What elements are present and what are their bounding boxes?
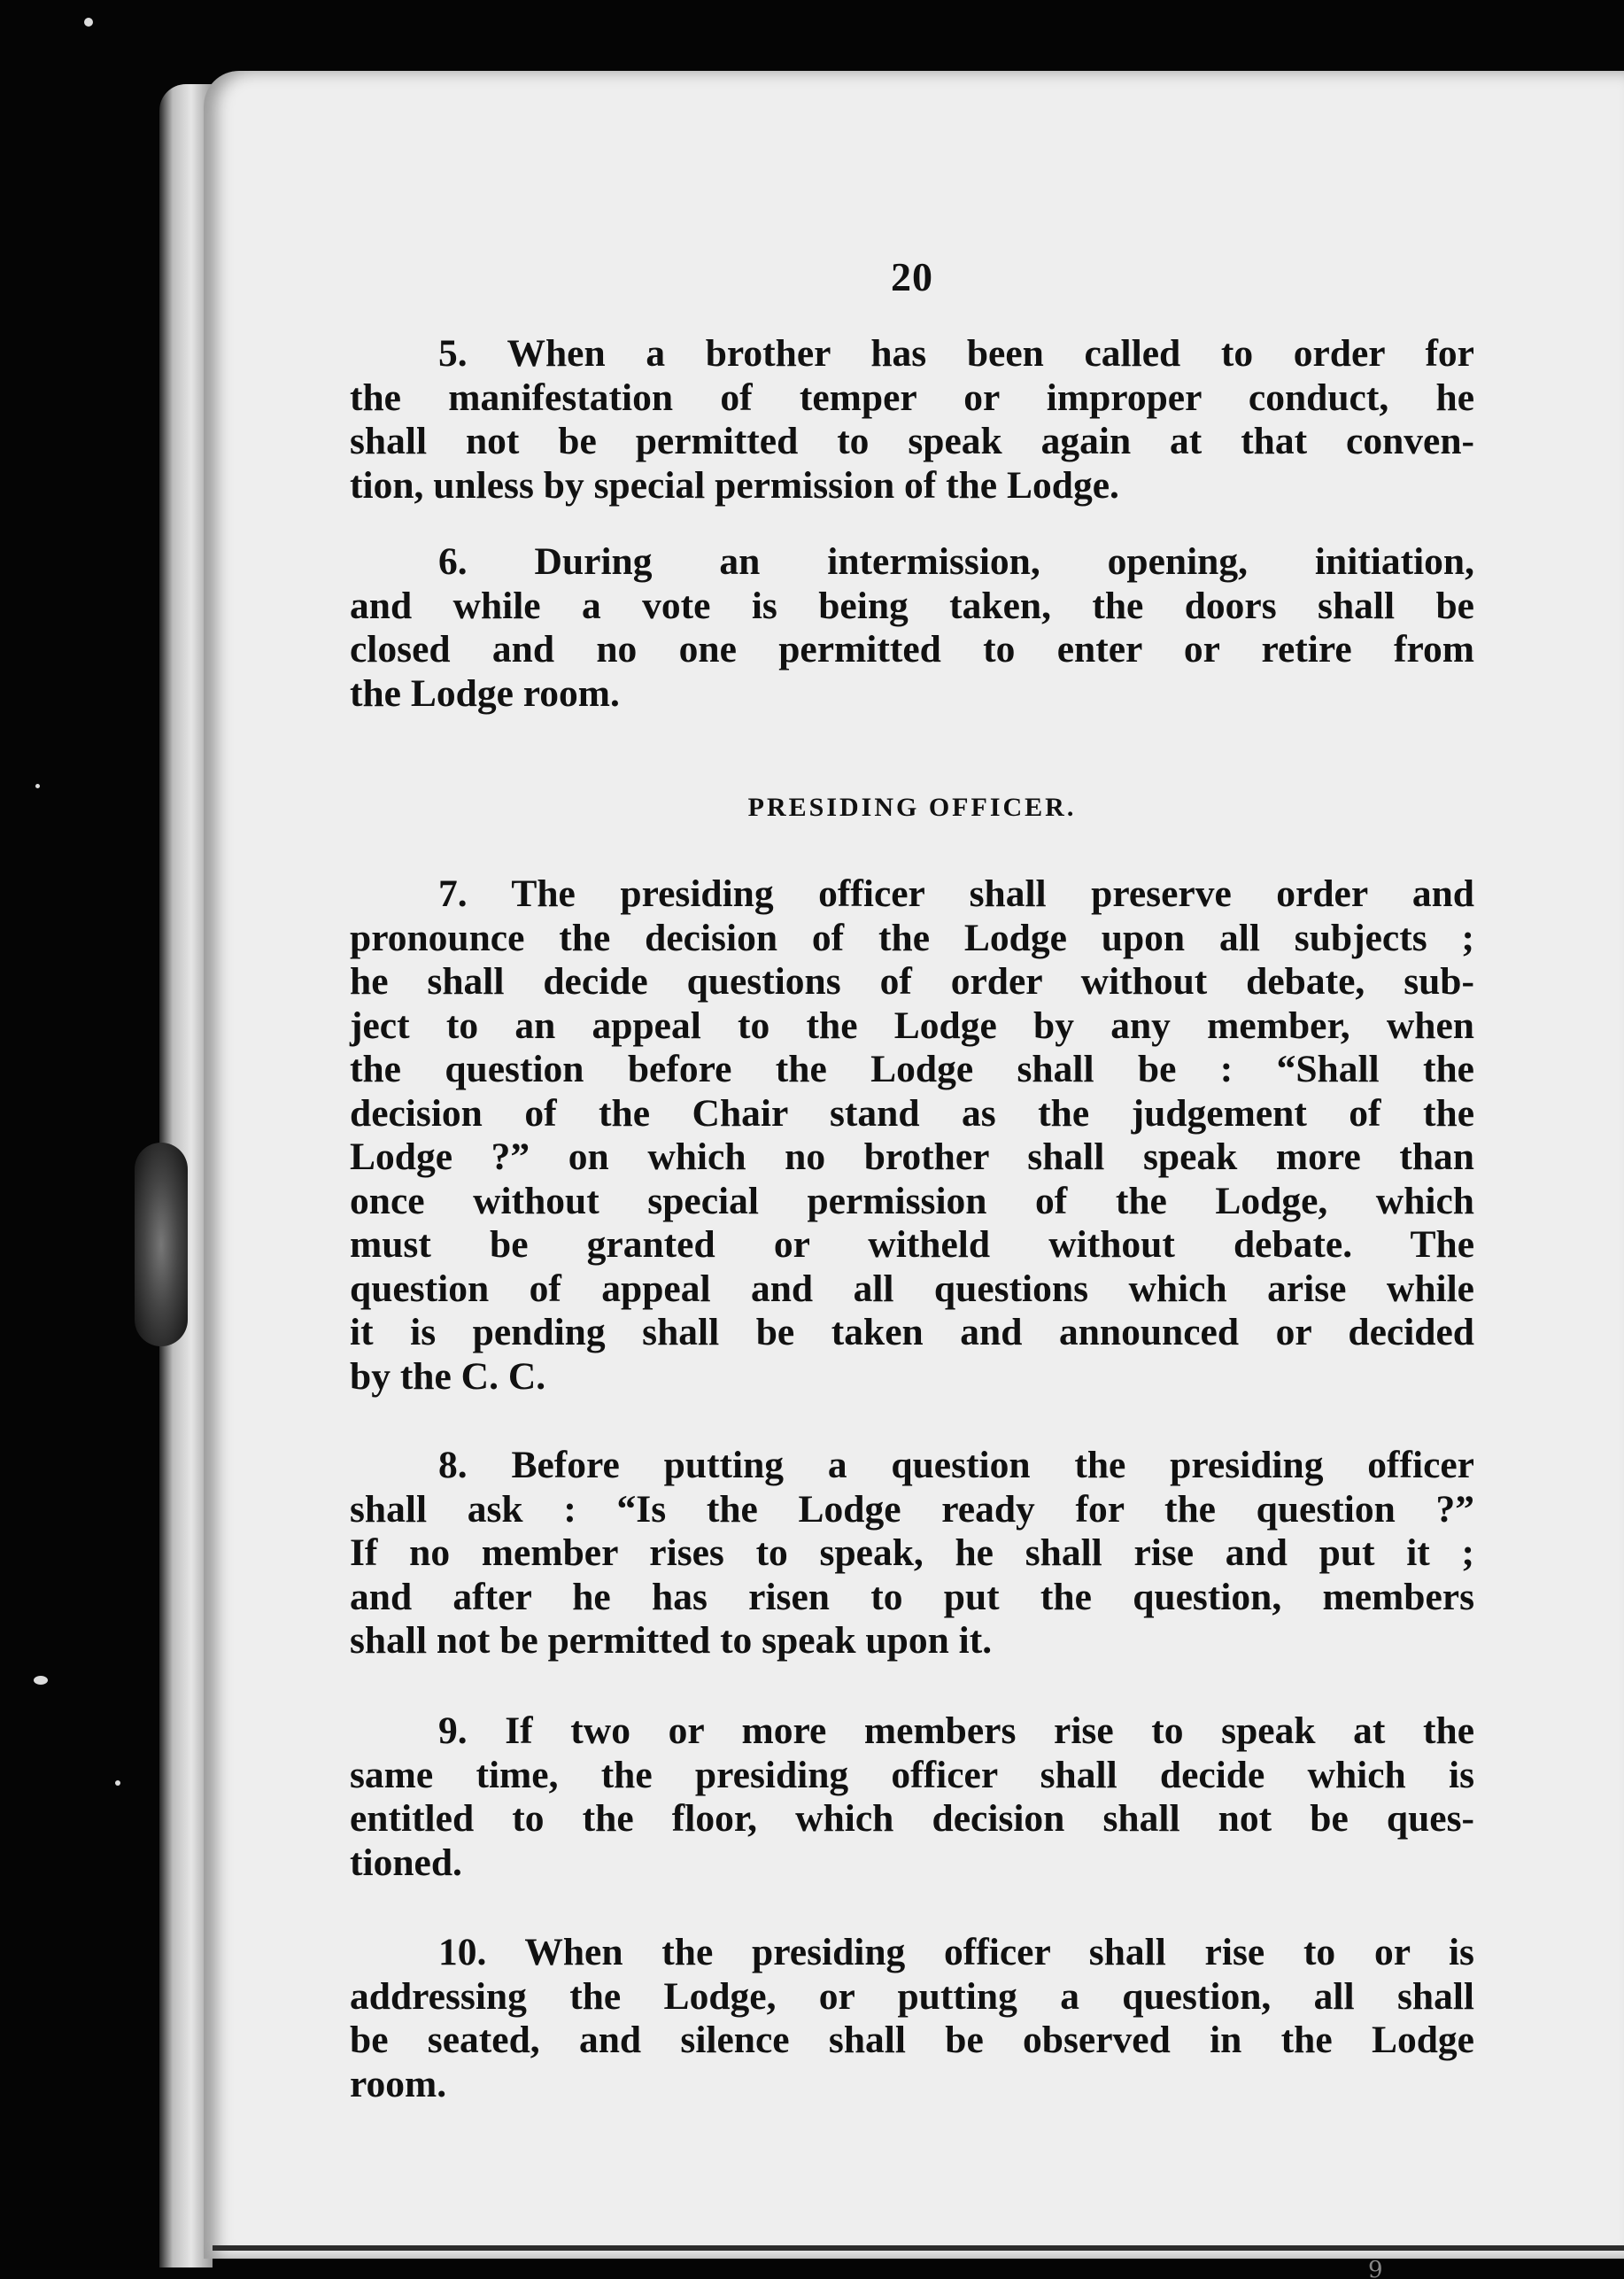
text-line: decision of the Chair stand as the judgement of the xyxy=(350,1091,1474,1135)
text-line: Lodge ?” on which no brother shall speak more than xyxy=(350,1136,1474,1178)
rule-9 xyxy=(350,1709,1474,1885)
rule-7 xyxy=(350,872,1474,1399)
text-line: 6. During an intermission, opening, initiation, xyxy=(438,540,1474,583)
text-line: shall ask : “Is the Lodge ready for the question ?” xyxy=(350,1487,1474,1531)
text-line: the manifestation of temper or improper conduct, he xyxy=(350,376,1474,419)
text-line: must be granted or witheld without debate. The xyxy=(350,1223,1474,1266)
text-line: 9. If two or more members rise to speak at the xyxy=(438,1709,1474,1752)
section-heading: PRESIDING OFFICER. xyxy=(747,793,1077,822)
text-line: ject to an appeal to the Lodge by any member, when xyxy=(350,1004,1474,1047)
text-line: once without special permission of the Lodge, which xyxy=(350,1179,1474,1222)
text-line: same time, the presiding officer shall decide which is xyxy=(350,1753,1474,1796)
binding-clip xyxy=(135,1143,188,1346)
text-line: and while a vote is being taken, the doors shall be xyxy=(350,584,1474,627)
corner-mark: 9 xyxy=(1368,2257,1383,2279)
text-line: tion, unless by special permission of the Lodge. xyxy=(350,463,1119,507)
text-line: shall not be permitted to speak upon it. xyxy=(350,1619,993,1662)
text-line: entitled to the floor, which decision shall not be ques- xyxy=(350,1797,1474,1840)
text-line: closed and no one permitted to enter or retire from xyxy=(350,628,1474,671)
rule-8 xyxy=(350,1444,1474,1663)
text-line: question of appeal and all questions which arise while xyxy=(350,1267,1474,1310)
text-line: 7. The presiding officer shall preserve order and xyxy=(438,872,1474,915)
text-line: the question before the Lodge shall be : “Shall the xyxy=(350,1048,1474,1090)
rule-10 xyxy=(350,1931,1474,2106)
text-line: 5. When a brother has been called to order for xyxy=(438,332,1474,375)
text-line: 8. Before putting a question the presiding officer xyxy=(438,1444,1474,1486)
page-number: 20 xyxy=(891,254,933,299)
text-line: and after he has risen to put the question, members xyxy=(350,1575,1474,1618)
text-line: room. xyxy=(350,2062,447,2105)
text-line: he shall decide questions of order without debate, sub- xyxy=(350,960,1474,1003)
text-line: 10. When the presiding officer shall rise to or is xyxy=(438,1931,1474,1973)
page-bottom-edge xyxy=(213,2245,1624,2251)
text-line: pronounce the decision of the Lodge upon all subjects ; xyxy=(350,916,1474,959)
text-line: tioned. xyxy=(350,1841,462,1884)
text-line: be seated, and silence shall be observed in the Lodge xyxy=(350,2019,1474,2061)
text-line: addressing the Lodge, or putting a question, all shall xyxy=(350,1974,1474,2018)
text-line: shall not be permitted to speak again at that conven- xyxy=(350,420,1474,462)
text-line: it is pending shall be taken and announced or decided xyxy=(350,1311,1474,1353)
text-line: the Lodge room. xyxy=(350,671,620,715)
text-line: by the C. C. xyxy=(350,1354,546,1398)
text-line: If no member rises to speak, he shall rise and put it ; xyxy=(350,1531,1474,1574)
rule-6 xyxy=(350,540,1474,716)
rule-5 xyxy=(350,332,1474,508)
